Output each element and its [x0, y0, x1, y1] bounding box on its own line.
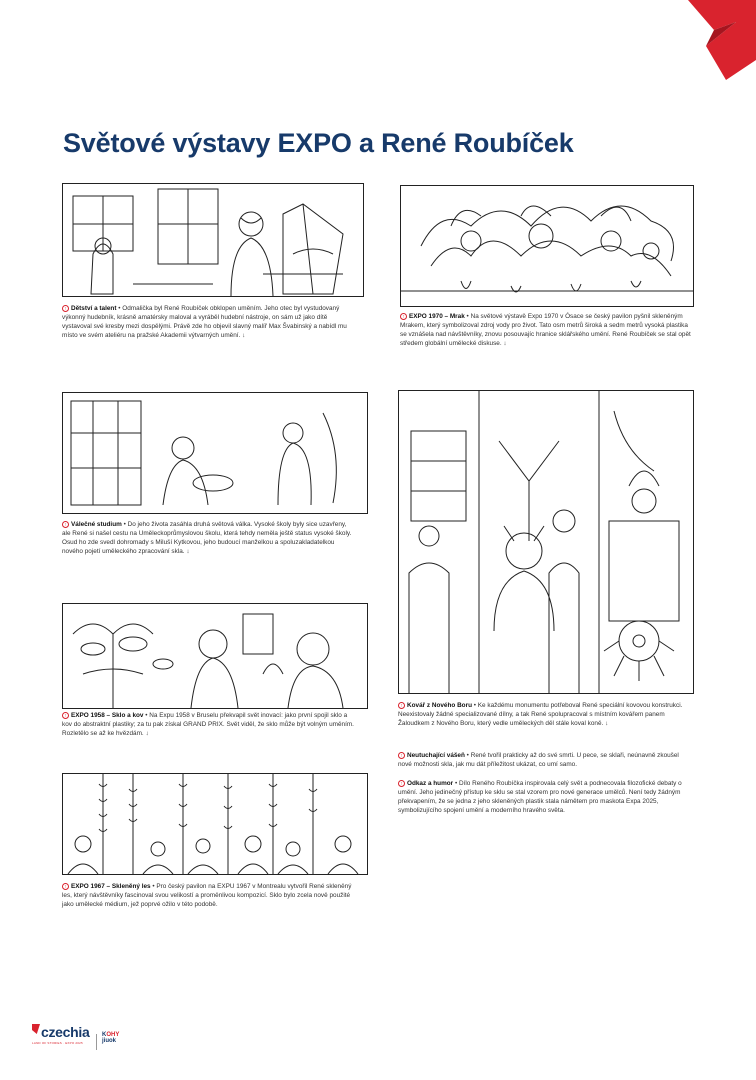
czechia-mark-icon: [32, 1024, 40, 1034]
arrow-up-icon: ↑: [62, 712, 69, 719]
corner-ribbon-decoration: [666, 0, 756, 80]
arrow-up-icon: ↑: [62, 883, 69, 890]
caption-childhood: ↑ Dětství a talent • Odmalička byl René Roubíček obklopen uměním. Jeho otec byl vystudovaný výkonný hudebník, krásně amatérsky maloval a vyráběl hudební nástroje, on sám už jako dítě vystavoval své kresby mezi dospělými. Právě zde ho objevil slavný malíř Max Švabinský a nabídl mu místo ve svém ateliéru na pražské Akademii výtvarných umění. ↓: [62, 305, 347, 339]
czechia-logo: [32, 1024, 90, 1045]
caption-heading: Dětství a talent: [71, 305, 117, 313]
arrow-up-icon: ↑: [398, 752, 405, 759]
caption-expo-1967: ↑ EXPO 1967 – Skleněný les • Pro český pavilon na EXPU 1967 v Montrealu vytvořil René skleněný les, který návštěvníky fascinoval svou velikostí a proměnlivou kompozicí. Sklo bylo zcela nově použité jako umělecké médium, jež poprvé ožilo v této podobě.: [62, 883, 352, 908]
secondary-logo-accent: OHY: [106, 1032, 120, 1038]
illustration-childhood: [62, 183, 364, 297]
arrow-up-icon: ↑: [62, 521, 69, 528]
arrow-up-icon: ↑: [400, 313, 407, 320]
caption-war-studies: ↑ Válečné studium • Do jeho života zasáhla druhá světová válka. Vysoké školy byly sice uzavřeny, ale René si našel cestu na Uměleckoprůmyslovou školu, která tehdy neměla ještě status vysoké školy. Osud ho zde svedl dohromady s Miluší Kytkovou, jeho budoucí manželkou a spoluzakladatelkou nového pojetí uměleckého zpracování skla. ↓: [62, 521, 352, 555]
caption-legacy: ↑ Odkaz a humor • Dílo Reného Roubíčka inspirovala celý svět a podnecovala filozofické debaty o umění. Jeho jedinečný přístup ke sklu se stal vzorem pro nové generace umělců. Není tedy žádným překvapením, že se jedna z jeho skleněných plastik stala námětem pro maskota Expa 2025, symbolizujícího spojení umění a moderního hravého světa.: [398, 780, 682, 814]
illustration-blacksmith: [398, 390, 694, 694]
secondary-logo-line2: jiuok: [102, 1038, 117, 1044]
caption-heading: EXPO 1967 – Skleněný les: [71, 883, 151, 891]
caption-heading: Odkaz a humor: [407, 780, 454, 788]
secondary-logo: [102, 1032, 119, 1044]
illustration-expo-1970-cloud: [400, 185, 694, 307]
caption-expo-1970: ↑ EXPO 1970 – Mrak • Na světové výstavě Expo 1970 v Ósace se český pavilon pyšnil skleněným Mrakem, který symbolizoval zdroj vody pro život. Tato osm metrů široká a sedm metrů vysoká plastika se vznášela nad návštěvníky, znovu posouvajíc hranice sklářského umění. René Roubíček se stal opět středem globální umělecké diskuse. ↓: [400, 313, 691, 347]
czechia-tagline: LAND OF STORIES · EXPO 2025: [32, 1041, 83, 1045]
caption-heading: EXPO 1958 – Sklo a kov: [71, 712, 144, 720]
caption-text: Ke každému monumentu potřeboval René speciální kovovou konstrukci. Neexistovaly žádné specializované dílny, a tak René spolupracoval s místním kovářem panem Žaloudkem z Nového Boru, který vedle uměleckých děl stále koval koně. ↓: [398, 702, 683, 727]
caption-heading: EXPO 1970 – Mrak: [409, 313, 465, 321]
caption-heading: Válečné studium: [71, 521, 122, 529]
illustration-expo-1967-forest: [62, 773, 368, 875]
illustration-war-studies: [62, 392, 368, 514]
footer-divider: [96, 1034, 97, 1050]
caption-heading: Kovář z Nového Boru: [407, 702, 472, 710]
arrow-up-icon: ↑: [398, 702, 405, 709]
czechia-logo-text: czechia: [41, 1024, 90, 1040]
caption-expo-1958: ↑ EXPO 1958 – Sklo a kov • Na Expu 1958 v Bruselu překvapil svět inovací: jako první spojil sklo a kov do abstraktní plastiky; za tu pak získal GRAND PRIX. Svět viděl, že sklo může být volným uměním. Rozletělo se až ke hvězdám. ↓: [62, 712, 354, 737]
page-title: Světové výstavy EXPO a René Roubíček: [63, 128, 574, 158]
illustration-expo-1958: [62, 603, 368, 709]
secondary-logo-line1: K: [102, 1032, 107, 1038]
caption-text: Na světové výstavě Expo 1970 v Ósace se český pavilon pyšnil skleněným Mrakem, který symbolizoval zdroj vody pro život. Tato osm metrů široká a sedm metrů vysoká plastika se vznášela nad návštěvníky, znovu posouvajíc hranice sklářského umění. René Roubíček se stal opět středem globální umělecké diskuse. ↓: [400, 313, 691, 347]
caption-text: Na Expu 1958 v Bruselu překvapil svět inovací: jako první spojil sklo a kov do abstraktní plastiky; za tu pak získal GRAND PRIX. Svět viděl, že sklo může být volným uměním. Rozletělo se až ke hvězdám. ↓: [62, 712, 354, 737]
caption-text: Pro český pavilon na EXPU 1967 v Montrealu vytvořil René skleněný les, který návštěvníky fascinoval svou velikostí a proměnlivou kompozicí. Sklo bylo zcela nově použité jako umělecké médium, jež poprvé ožilo v této podobě.: [62, 883, 352, 908]
caption-heading: Neutuchající vášeň: [407, 752, 465, 760]
arrow-up-icon: ↑: [62, 305, 69, 312]
arrow-up-icon: ↑: [398, 780, 405, 787]
caption-passion: ↑ Neutuchající vášeň • René tvořil prakticky až do své smrti. U pece, se sklaři, neúnavně zkoušel nové možnosti skla, jak mu dát příležitost ukázat, co umí samo.: [398, 752, 679, 769]
caption-text: Do jeho života zasáhla druhá světová válka. Vysoké školy byly sice uzavřeny, ale René si našel cestu na Uměleckoprůmyslovou školu, která tehdy neměla ještě status vysoké školy. Osud ho zde svedl dohromady s Miluší Kytkovou, jeho budoucí manželkou a spoluzakladatelkou nového pojetí uměleckého zpracování skla. ↓: [62, 521, 352, 555]
caption-text: Dílo Reného Roubíčka inspirovala celý svět a podnecovala filozofické debaty o umění. Jeho jedinečný přístup ke sklu se stal vzorem pro nové generace umělců. Není tedy žádným překvapením, že se jedna z jeho skleněných plastik stala námětem pro maskota Expa 2025, symbolizujícího spojení umění a moderního hravého světa.: [398, 780, 682, 814]
caption-text: Odmalička byl René Roubíček obklopen uměním. Jeho otec byl vystudovaný výkonný hudebník, krásně amatérsky maloval a vyráběl hudební nástroje, on sám už jako dítě vystavoval své kresby mezi dospělými. Právě zde ho objevil slavný malíř Max Švabinský a nabídl mu místo ve svém ateliéru na pražské Akademii výtvarných umění. ↓: [62, 305, 347, 339]
caption-blacksmith: ↑ Kovář z Nového Boru • Ke každému monumentu potřeboval René speciální kovovou konstrukci. Neexistovaly žádné specializované dílny, a tak René spolupracoval s místním kovářem panem Žaloudkem z Nového Boru, který vedle uměleckých děl stále koval koně. ↓: [398, 702, 683, 727]
caption-text: René tvořil prakticky až do své smrti. U pece, se sklaři, neúnavně zkoušel nové možnosti skla, jak mu dát příležitost ukázat, co umí samo.: [398, 752, 679, 769]
